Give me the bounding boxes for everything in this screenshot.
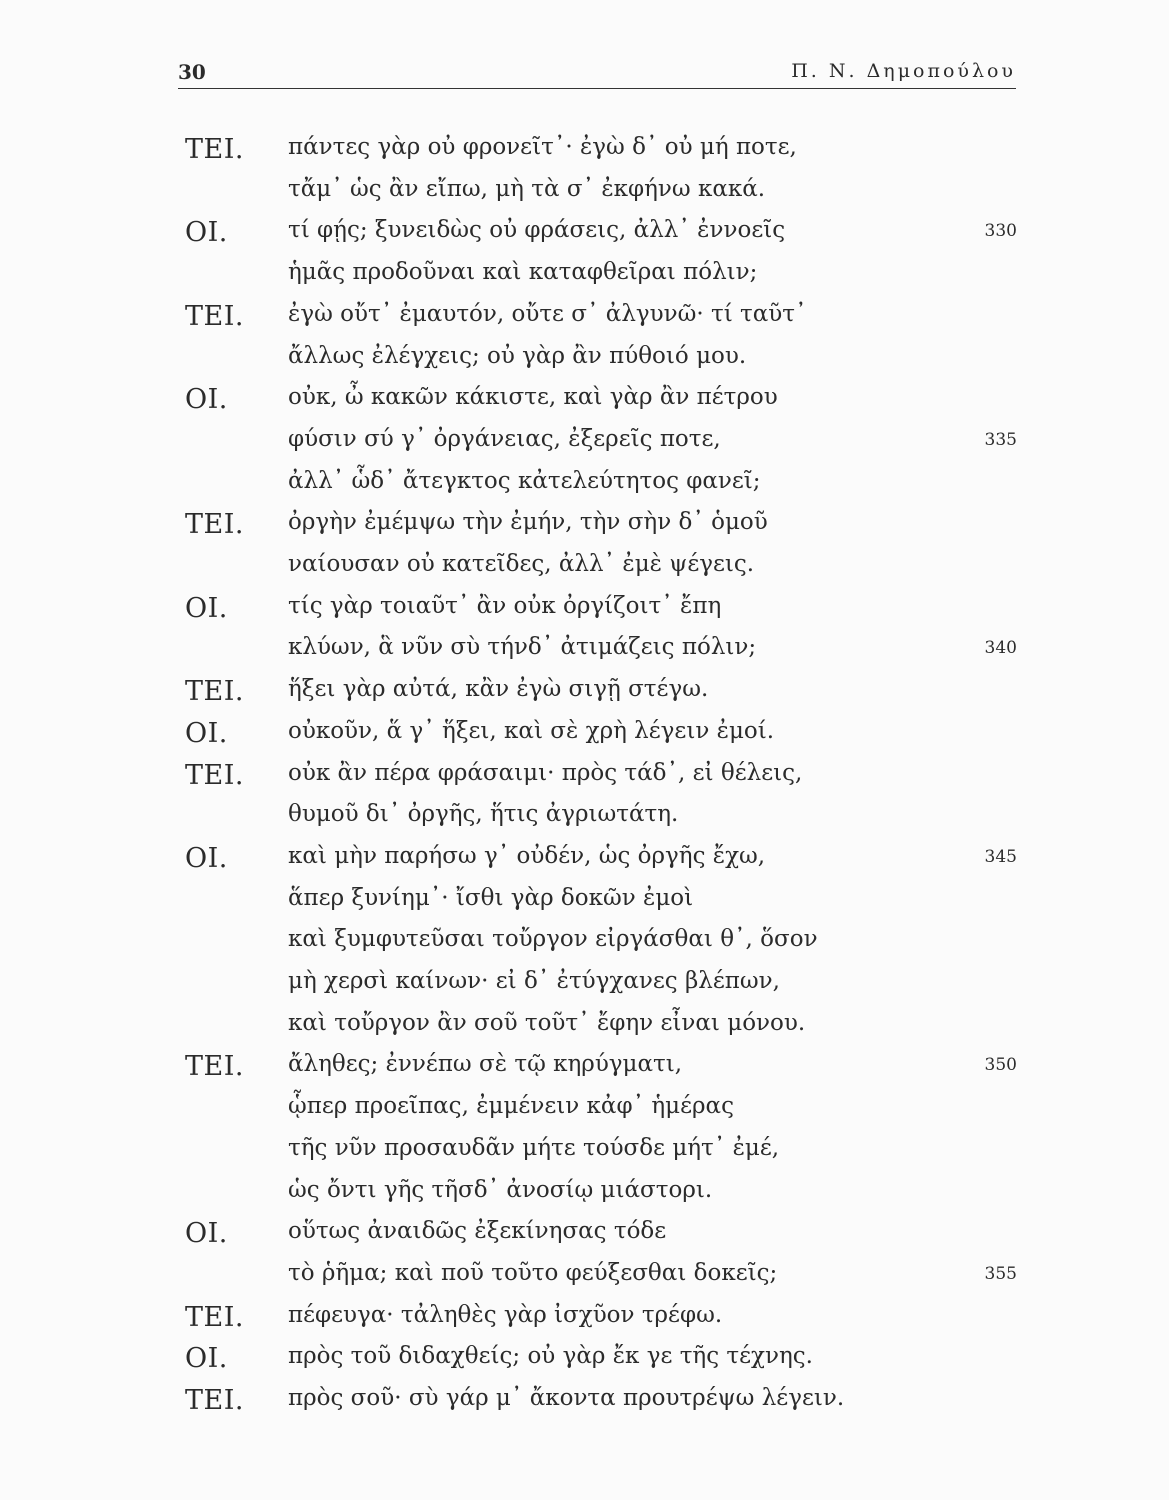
page-header (178, 58, 1016, 89)
verse-text: οὐκ, ὦ κακῶν κάκιστε, καὶ γὰρ ἂν πέτρου (288, 384, 778, 411)
verse-line (0, 843, 1169, 887)
verse-text: πέφευγα· τἀληθὲς γὰρ ἰσχῦον τρέφω. (288, 1301, 723, 1328)
verse-line (0, 134, 1169, 178)
verse-text: μὴ χερσὶ καίνων· εἰ δ᾽ ἐτύγχανες βλέπων, (288, 968, 780, 994)
verse-line (0, 1135, 1169, 1179)
line-number: 340 (984, 638, 1017, 659)
verse-line (0, 885, 1169, 929)
verse-text: ναίουσαν οὐ κατεῖδες, ἀλλ᾽ ἐμὲ ψέγεις. (288, 551, 755, 577)
verse-text: τῆς νῦν προσαυδᾶν μήτε τούσδε μήτ᾽ ἐμέ, (288, 1134, 780, 1161)
verse-line (0, 217, 1169, 261)
verse-line (0, 926, 1169, 970)
verse-text: ὡς ὄντι γῆς τῆσδ᾽ ἀνοσίῳ μιάστορι. (288, 1176, 713, 1203)
verse-text: τίς γὰρ τοιαῦτ᾽ ἂν οὐκ ὀργίζοιτ᾽ ἔπη (288, 592, 722, 619)
verse-line (0, 718, 1169, 762)
speaker-label: ΤΕΙ. (185, 759, 244, 791)
speaker-label: ΤΕΙ. (185, 1051, 244, 1083)
verse-text: ἄλλως ἐλέγχεις; οὐ γὰρ ἂν πύθοιό μου. (288, 342, 747, 369)
verse-line (0, 468, 1169, 512)
verse-line (0, 760, 1169, 804)
verse-line (0, 259, 1169, 303)
verse-line (0, 1302, 1169, 1346)
verse-text: ἐγὼ οὔτ᾽ ἐμαυτόν, οὔτε σ᾽ ἀλγυνῶ· τί ταῦτ᾽ (288, 300, 807, 327)
verse-line (0, 1260, 1169, 1304)
speaker-label: ΟΙ. (185, 717, 228, 749)
verse-line (0, 801, 1169, 845)
line-number: 345 (984, 846, 1017, 867)
verse-text: ἥξει γὰρ αὐτά, κἂν ἐγὼ σιγῇ στέγω. (288, 676, 709, 703)
verse-text: ᾧπερ προεῖπας, ἐμμένειν κἀφ᾽ ἡμέρας (288, 1093, 734, 1120)
line-number: 335 (984, 429, 1017, 450)
verse-line (0, 1177, 1169, 1221)
verse-text: τὸ ῥῆμα; καὶ ποῦ τοῦτο φεύξεσθαι δοκεῖς; (288, 1259, 778, 1286)
speaker-label: ΟΙ. (185, 217, 228, 249)
speaker-label: ΟΙ. (185, 384, 228, 416)
line-number: 350 (984, 1055, 1017, 1076)
verse-line (0, 509, 1169, 553)
speaker-label: ΤΕΙ. (185, 509, 244, 541)
verse-text: κλύων, ἃ νῦν σὺ τήνδ᾽ ἀτιμάζεις πόλιν; (288, 634, 757, 661)
verse-line (0, 1093, 1169, 1137)
verse-line (0, 1010, 1169, 1054)
verse-line (0, 1051, 1169, 1095)
verse-text: οὐκ ἂν πέρα φράσαιμι· πρὸς τάδ᾽, εἰ θέλεις, (288, 759, 803, 786)
verse-text: θυμοῦ δι᾽ ὀργῆς, ἥτις ἀγριωτάτη. (288, 801, 679, 828)
speaker-label: ΤΕΙ. (185, 1301, 244, 1333)
verse-text: καὶ ξυμφυτεῦσαι τοὔργον εἰργάσθαι θ᾽, ὅσον (288, 926, 818, 953)
verse-text: ἡμᾶς προδοῦναι καὶ καταφθεῖραι πόλιν; (288, 259, 758, 286)
verse-line (0, 551, 1169, 595)
verse-text: τἄμ᾽ ὡς ἂν εἴπω, μὴ τὰ σ᾽ ἐκφήνω κακά. (288, 175, 766, 202)
verse-line (0, 1218, 1169, 1262)
verse-text: ἄληθες; ἐννέπω σὲ τῷ κηρύγματι, (288, 1051, 683, 1078)
verse-text: πρὸς τοῦ διδαχθείς; οὐ γὰρ ἔκ γε τῆς τέχνης. (288, 1343, 813, 1370)
speaker-label: ΟΙ. (185, 592, 228, 624)
verse-text: τί φῄς; ξυνειδὼς οὐ φράσεις, ἀλλ᾽ ἐννοεῖς (288, 217, 786, 244)
verse-line (0, 634, 1169, 678)
verse-line (0, 968, 1169, 1012)
speaker-label: ΟΙ. (185, 1218, 228, 1250)
running-head: Π. Ν. Δημοπούλου (791, 60, 1016, 82)
speaker-label: ΤΕΙ. (185, 676, 244, 708)
verse-text: πάντες γὰρ οὐ φρονεῖτ᾽· ἐγὼ δ᾽ οὐ μή ποτε, (288, 134, 797, 160)
verse-text: οὕτως ἀναιδῶς ἐξεκίνησας τόδε (288, 1218, 667, 1245)
speaker-label: ΤΕΙ. (185, 300, 244, 332)
verse-text: ἀλλ᾽ ὧδ᾽ ἄτεγκτος κἀτελεύτητος φανεῖ; (288, 467, 761, 494)
line-number: 355 (984, 1263, 1017, 1284)
speaker-label: ΟΙ. (185, 842, 228, 874)
verse-line (0, 426, 1169, 470)
verse-text: ὀργὴν ἐμέμψω τὴν ἐμήν, τὴν σὴν δ᾽ ὁμοῦ (288, 509, 768, 536)
verse-line (0, 384, 1169, 428)
verse-text: καὶ μὴν παρήσω γ᾽ οὐδέν, ὡς ὀργῆς ἔχω, (288, 842, 766, 869)
line-number: 330 (984, 221, 1017, 242)
verse-line (0, 301, 1169, 345)
verse-line (0, 343, 1169, 387)
speaker-label: ΤΕΙ. (185, 134, 244, 165)
verse-text: οὐκοῦν, ἅ γ᾽ ἥξει, καὶ σὲ χρὴ λέγειν ἐμοί. (288, 717, 775, 744)
page-number: 30 (178, 60, 206, 84)
verse-text: καὶ τοὔργον ἂν σοῦ τοῦτ᾽ ἔφην εἶναι μόνου. (288, 1009, 806, 1036)
verse-text: φύσιν σύ γ᾽ ὀργάνειας, ἐξερεῖς ποτε, (288, 425, 721, 452)
verse-line (0, 593, 1169, 637)
verse-line (0, 676, 1169, 720)
verse-line (0, 176, 1169, 220)
verse-line (0, 1385, 1169, 1429)
verse-text: πρὸς σοῦ· σὺ γάρ μ᾽ ἄκοντα προυτρέψω λέγειν. (288, 1385, 845, 1411)
verse-line (0, 1343, 1169, 1387)
speaker-label: ΤΕΙ. (185, 1385, 244, 1416)
verse-text: ἅπερ ξυνίημ᾽· ἴσθι γὰρ δοκῶν ἐμοὶ (288, 884, 694, 911)
speaker-label: ΟΙ. (185, 1343, 228, 1375)
